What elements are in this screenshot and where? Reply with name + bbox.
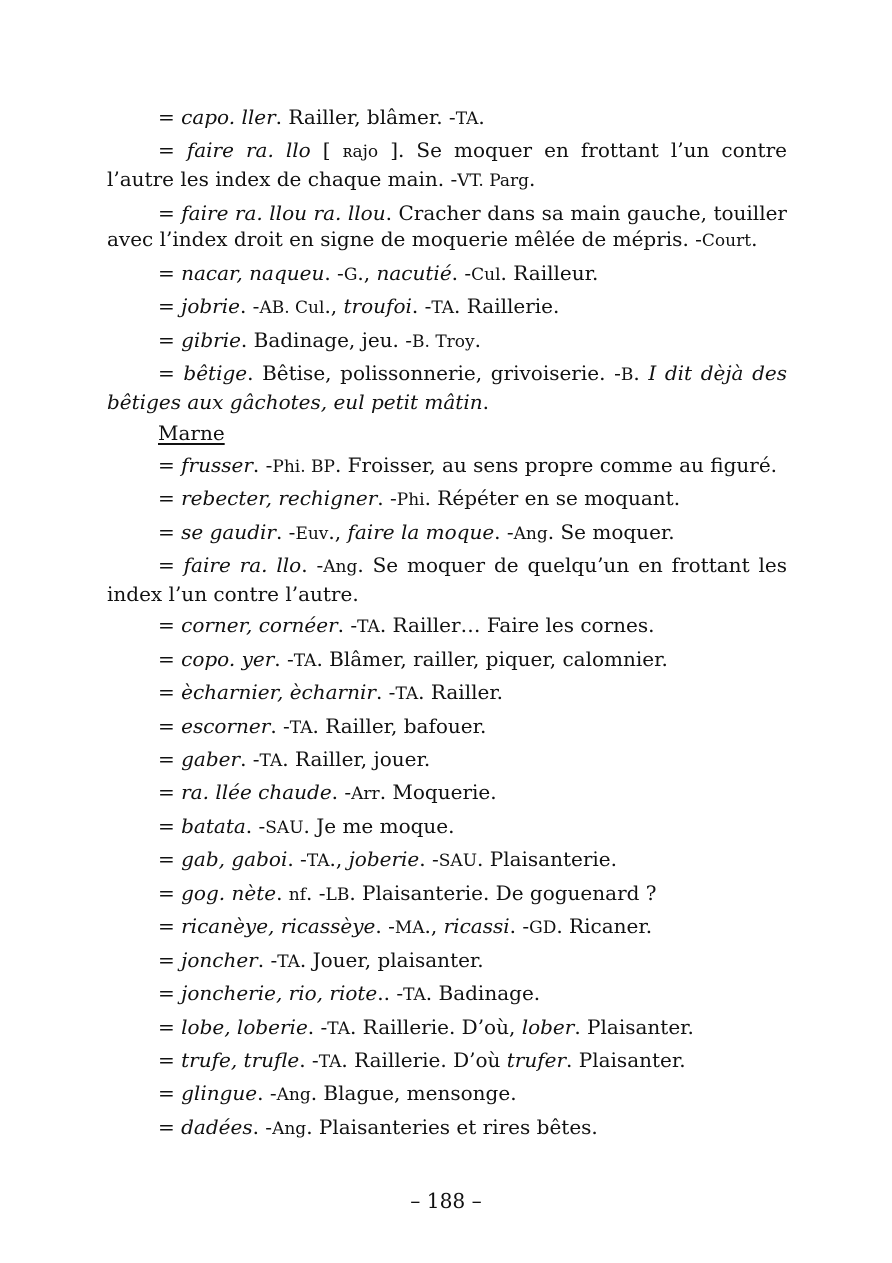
entry-text: . - <box>377 486 397 511</box>
dictionary-entry <box>107 327 787 356</box>
entry-source-abbrev: B <box>620 365 634 386</box>
entry-text: = <box>158 294 182 319</box>
entry-text: = <box>158 138 187 163</box>
entry-source-abbrev: ʀajo <box>342 142 379 163</box>
dictionary-entry <box>107 485 787 514</box>
entry-source-abbrev: B. Troy <box>412 331 475 352</box>
entry-source-abbrev: G <box>343 264 358 285</box>
entry-text: . <box>751 227 758 252</box>
entry-text: . - <box>419 847 439 872</box>
entry-headword: escorner <box>181 713 271 738</box>
entry-headword: faire ra. llo <box>183 553 302 578</box>
entry-text: = <box>158 1047 182 1072</box>
entry-text: . - <box>287 847 307 872</box>
dictionary-entry <box>107 813 787 842</box>
entry-text: = <box>158 361 184 386</box>
entry-text: = <box>158 105 182 129</box>
entry-text: . <box>478 105 485 129</box>
entry-headword: lober <box>521 1014 575 1039</box>
dictionary-entry <box>107 1114 787 1143</box>
entry-source-abbrev: MA <box>394 918 425 939</box>
entry-text: . - <box>252 452 273 477</box>
entry-headword: ricassi <box>443 914 510 939</box>
entry-text: . Répéter en se moquant. <box>424 486 681 511</box>
entry-headword: faire la moque <box>347 519 495 544</box>
entry-source-abbrev: TA <box>259 751 283 771</box>
entry-text: . - <box>270 713 290 738</box>
entry-source-abbrev: Ang <box>323 557 358 578</box>
dictionary-entry <box>107 1014 787 1043</box>
entry-text: = <box>158 747 182 771</box>
entry-text: . <box>276 880 289 905</box>
entry-text: . <box>633 361 649 386</box>
entry-text: . - <box>337 613 358 638</box>
entry-text: = <box>158 553 184 578</box>
dictionary-entries <box>107 104 787 1147</box>
dictionary-entry <box>107 713 787 742</box>
entry-text: . Railleur. <box>500 260 599 285</box>
entry-headword: trufe, trufle <box>181 1047 300 1072</box>
entry-headword: gaber <box>181 747 241 771</box>
entry-headword: rebecter, rechigner <box>181 486 378 511</box>
entry-text: . - <box>375 914 395 939</box>
entry-text: . - <box>275 519 296 544</box>
entry-text: . Raillerie. <box>454 294 560 319</box>
entry-text: . Plaisanter. <box>566 1047 686 1072</box>
entry-text: . Railler, bafouer. <box>312 713 487 738</box>
entry-text: = <box>158 327 182 352</box>
dictionary-entry <box>107 679 787 708</box>
entry-text: . - <box>494 519 514 544</box>
dictionary-entry <box>107 293 787 322</box>
entry-text: = <box>158 713 182 738</box>
entry-headword: batata <box>181 813 246 838</box>
dictionary-entry <box>107 612 787 641</box>
entry-text: . - <box>301 553 324 578</box>
entry-text: . - <box>324 260 344 285</box>
page-number: – 188 – <box>410 1189 482 1213</box>
entry-text: . Raillerie. D’où <box>341 1047 507 1072</box>
entry-text: . Railler… Faire les cornes. <box>379 613 655 638</box>
entry-text: . Je me moque. <box>303 813 455 838</box>
entry-headword: gab, gaboi <box>181 847 288 872</box>
entry-text: . - <box>245 813 266 838</box>
entry-headword: I dit dèjà des bêtiges aux gâchotes, eul petit mâtin <box>107 361 787 414</box>
entry-source-abbrev: SAU <box>265 817 304 838</box>
entry-headword: faire ra. llou ra. llou <box>181 200 386 225</box>
entry-text: ., <box>324 294 344 319</box>
dictionary-entry <box>107 980 787 1009</box>
section-heading-text: Marne <box>158 421 225 446</box>
entry-text: . - <box>240 747 260 771</box>
entry-text: = <box>158 981 182 1006</box>
entry-source-abbrev: TA <box>289 717 313 738</box>
entry-headword: lobe, loberie <box>181 1014 308 1039</box>
entry-headword: faire ra. llo <box>186 138 311 163</box>
entry-headword: troufoi <box>343 294 412 319</box>
entry-text: = <box>158 1114 182 1139</box>
entry-text: . <box>474 327 481 352</box>
dictionary-entry <box>107 360 787 416</box>
entry-source-abbrev: Phi. BP <box>272 456 335 477</box>
entry-headword: capo. ller <box>181 105 276 129</box>
entry-headword: copo. yer <box>181 646 275 671</box>
entry-headword: joberie <box>348 847 420 872</box>
entry-text: . Froisser, au sens propre comme au figuré. <box>334 452 778 477</box>
entry-text: . Badinage. <box>425 981 541 1006</box>
entry-headword: bêtige <box>183 361 248 386</box>
entry-text: . - <box>307 1014 328 1039</box>
entry-text: . Railler. <box>418 680 504 705</box>
entry-text: = <box>158 1081 182 1106</box>
entry-headword: nacutié <box>376 260 452 285</box>
dictionary-entry <box>107 137 787 195</box>
dictionary-entry <box>107 104 787 133</box>
entry-source-abbrev: TA <box>455 109 479 129</box>
entry-text: . Plaisanterie. De goguenard ? <box>349 880 657 905</box>
entry-text: . <box>482 389 489 414</box>
entry-text: = <box>158 813 182 838</box>
entry-text: = <box>158 613 182 638</box>
entry-text: ]. Se moquer en frottant l’un contre l’autre les index de chaque main. - <box>107 138 787 192</box>
entry-text: ., <box>424 914 444 939</box>
entry-source-abbrev: TA <box>327 1018 350 1039</box>
entry-text: . - <box>252 1114 273 1139</box>
dictionary-entry <box>107 947 787 976</box>
entry-source-abbrev: Cul <box>471 264 501 285</box>
entry-source-abbrev: GD <box>529 918 557 939</box>
entry-text: = <box>158 486 182 511</box>
entry-text: . - <box>509 914 530 939</box>
dictionary-entry <box>107 452 787 481</box>
dictionary-entry <box>107 1047 787 1076</box>
entry-text: . Se moquer. <box>547 519 675 544</box>
entry-headword: dadées <box>181 1114 253 1139</box>
entry-text: . Plaisanter. <box>574 1014 694 1039</box>
entry-text: ., <box>357 260 377 285</box>
entry-text: . - <box>274 646 294 671</box>
dictionary-entry <box>107 913 787 942</box>
entry-text: = <box>158 780 182 805</box>
entry-text: = <box>158 646 182 671</box>
dictionary-entry <box>107 880 787 909</box>
dictionary-entry <box>107 260 787 289</box>
dictionary-entry <box>107 846 787 875</box>
section-heading <box>107 420 787 447</box>
entry-source-abbrev: TA <box>403 985 426 1006</box>
entry-text: . Moquerie. <box>379 780 497 805</box>
entry-text: . Cracher dans sa main gauche, touiller avec l’index droit en signe de moquerie mêlée de mépris. - <box>107 200 787 252</box>
entry-source-abbrev: Court <box>701 231 752 252</box>
dictionary-entry <box>107 779 787 808</box>
entry-text: = <box>158 519 182 544</box>
entry-source-abbrev: TA <box>357 617 380 638</box>
entry-text: = <box>158 680 182 705</box>
entry-source-abbrev: Euv <box>295 523 329 544</box>
entry-text: . Ricaner. <box>556 914 653 939</box>
entry-headword: gog. nète <box>181 880 277 905</box>
entry-text: . Blague, mensonge. <box>310 1081 517 1106</box>
entry-text: . - <box>257 947 278 972</box>
entry-source-abbrev: VT. Parg <box>457 171 530 192</box>
dictionary-entry <box>107 746 787 775</box>
entry-text: . Raillerie. D’où, <box>349 1014 522 1039</box>
entry-text: . Bêtise, polissonnerie, grivoiserie. - <box>247 361 621 386</box>
entry-text: . Plaisanterie. <box>477 847 617 872</box>
dictionary-entry <box>107 646 787 675</box>
entry-text: . - <box>451 260 472 285</box>
entry-text: = <box>158 260 182 285</box>
entry-source-abbrev: Ang <box>276 1085 311 1106</box>
entry-text: . Railler, blâmer. - <box>275 105 456 129</box>
dictionary-entry <box>107 200 787 256</box>
entry-headword: frusser <box>181 452 253 477</box>
entry-source-abbrev: LB <box>325 884 350 905</box>
entry-source-abbrev: Ang <box>513 523 548 544</box>
entry-text: . Blâmer, railler, piquer, calomnier. <box>316 646 668 671</box>
entry-source-abbrev: Arr <box>351 784 380 805</box>
entry-text: . Jouer, plaisanter. <box>299 947 484 972</box>
entry-headword: gibrie <box>181 327 241 352</box>
entry-text: = <box>158 452 182 477</box>
entry-headword: joncher <box>181 947 258 972</box>
entry-source-abbrev: TA <box>395 684 419 705</box>
entry-text: . - <box>306 880 326 905</box>
entry-text: . Railler, jouer. <box>282 747 431 771</box>
entry-source-abbrev: TA <box>431 298 455 319</box>
entry-text: ., <box>328 519 348 544</box>
entry-text: [ <box>310 138 343 163</box>
entry-headword: jobrie <box>181 294 240 319</box>
entry-text: = <box>158 947 182 972</box>
entry-source-abbrev: TA <box>318 1051 342 1072</box>
entry-headword: se gaudir <box>181 519 276 544</box>
entry-source-abbrev: SAU <box>438 851 478 872</box>
entry-text: = <box>158 914 182 939</box>
entry-text: = <box>158 200 182 225</box>
dictionary-entry <box>107 1080 787 1109</box>
entry-text: . - <box>239 294 260 319</box>
entry-source-abbrev: Phi <box>396 490 425 511</box>
entry-headword: corner, cornéer <box>181 613 338 638</box>
dictionary-entry <box>107 552 787 608</box>
entry-text: = <box>158 880 182 905</box>
entry-text: = <box>158 847 182 872</box>
entry-text: .. - <box>377 981 404 1006</box>
entry-headword: glingue <box>181 1081 258 1106</box>
entry-source-abbrev: AB. Cul <box>259 298 325 319</box>
entry-headword: ècharnier, ècharnir <box>181 680 376 705</box>
entry-source-abbrev: TA <box>306 851 330 872</box>
entry-text: . Se moquer de quelqu’un en frottant les index l’un contre l’autre. <box>107 553 787 606</box>
entry-text: . Badinage, jeu. - <box>240 327 413 352</box>
entry-text: . Plaisanteries et rires bêtes. <box>306 1114 598 1139</box>
entry-headword: ricanèye, ricassèye <box>181 914 376 939</box>
entry-headword: nacar, naqueu <box>181 260 325 285</box>
entry-text: . <box>529 167 536 192</box>
entry-source-abbrev: Ang <box>272 1118 307 1139</box>
entry-headword: joncherie, rio, riote <box>181 981 378 1006</box>
entry-source-abbrev: TA <box>277 951 300 972</box>
entry-text: . - <box>411 294 432 319</box>
entry-source-abbrev: TA <box>293 650 317 671</box>
entry-text: . - <box>257 1081 277 1106</box>
entry-source-abbrev: nf <box>288 884 307 905</box>
entry-text: . - <box>375 680 396 705</box>
entry-text: . - <box>331 780 352 805</box>
entry-headword: trufer <box>506 1047 567 1072</box>
dictionary-entry <box>107 519 787 548</box>
entry-text: = <box>158 1014 182 1039</box>
entry-headword: ra. llée chaude <box>181 780 332 805</box>
entry-text: ., <box>329 847 349 872</box>
entry-text: . - <box>299 1047 319 1072</box>
